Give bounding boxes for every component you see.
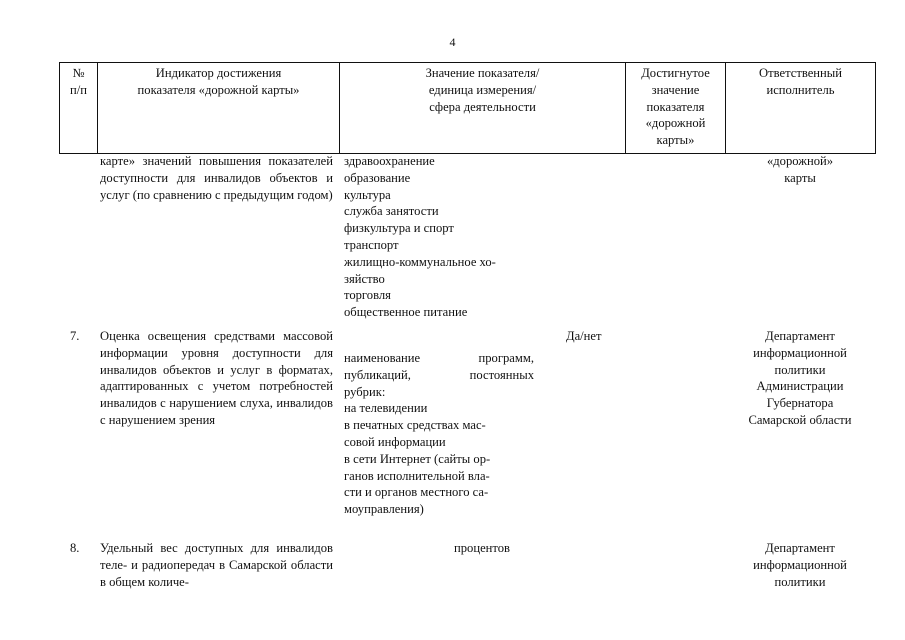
- continuation-spheres: здравоохранение образование культура служба занятости физкультура и спорт транспорт жилищно-коммунальное хо- зяйство торговля общественное питание: [344, 154, 496, 320]
- row7-responsible: Департамент информационной политики Администрации Губернатора Самарской области: [748, 329, 852, 427]
- continuation-indicator: карте» значений повышения показателей доступности для инвалидов объектов и услуг (по сравнению с предыдущим годом): [100, 154, 333, 202]
- header-responsible-col: Ответственный исполнитель: [726, 63, 876, 154]
- header-indicator-col: Индикатор достижения показателя «дорожной карты»: [98, 63, 340, 154]
- row7-value-unit: Да/нет: [566, 329, 602, 343]
- header-number-col: № п/п: [60, 63, 98, 154]
- row7-number: 7.: [70, 329, 80, 343]
- row7-indicator: Оценка освещения средствами массовой информации уровня доступности для инвалидов объектов и услуг в форматах, адаптированных с учетом потребностей инвалидов с нарушением слуха, инвалидов с нарушением зрения: [100, 329, 333, 427]
- row8-value-unit: процентов: [454, 541, 510, 555]
- row8-number: 8.: [70, 541, 80, 555]
- page-number: 4: [449, 35, 456, 49]
- row8-indicator: Удельный вес доступных для инвалидов теле- и радиопередач в Самарской области в общем количе-: [100, 541, 333, 589]
- header-achieved-col: Достигнутое значение показателя «дорожной карты»: [626, 63, 726, 154]
- row7-spheres: наименование программ, публикаций, постоянных рубрик: на телевидении в печатных средствах мас- совой информации в сети Интернет (сайты ор- ганов исполнительной вла- сти и органов местного са- моуправления): [344, 351, 534, 517]
- continuation-responsible: «дорожной» карты: [766, 154, 834, 185]
- table-header: [59, 62, 876, 154]
- header-value-col: Значение показателя/ единица измерения/ сфера деятельности: [340, 63, 626, 154]
- row8-responsible: Департамент информационной политики: [753, 541, 847, 589]
